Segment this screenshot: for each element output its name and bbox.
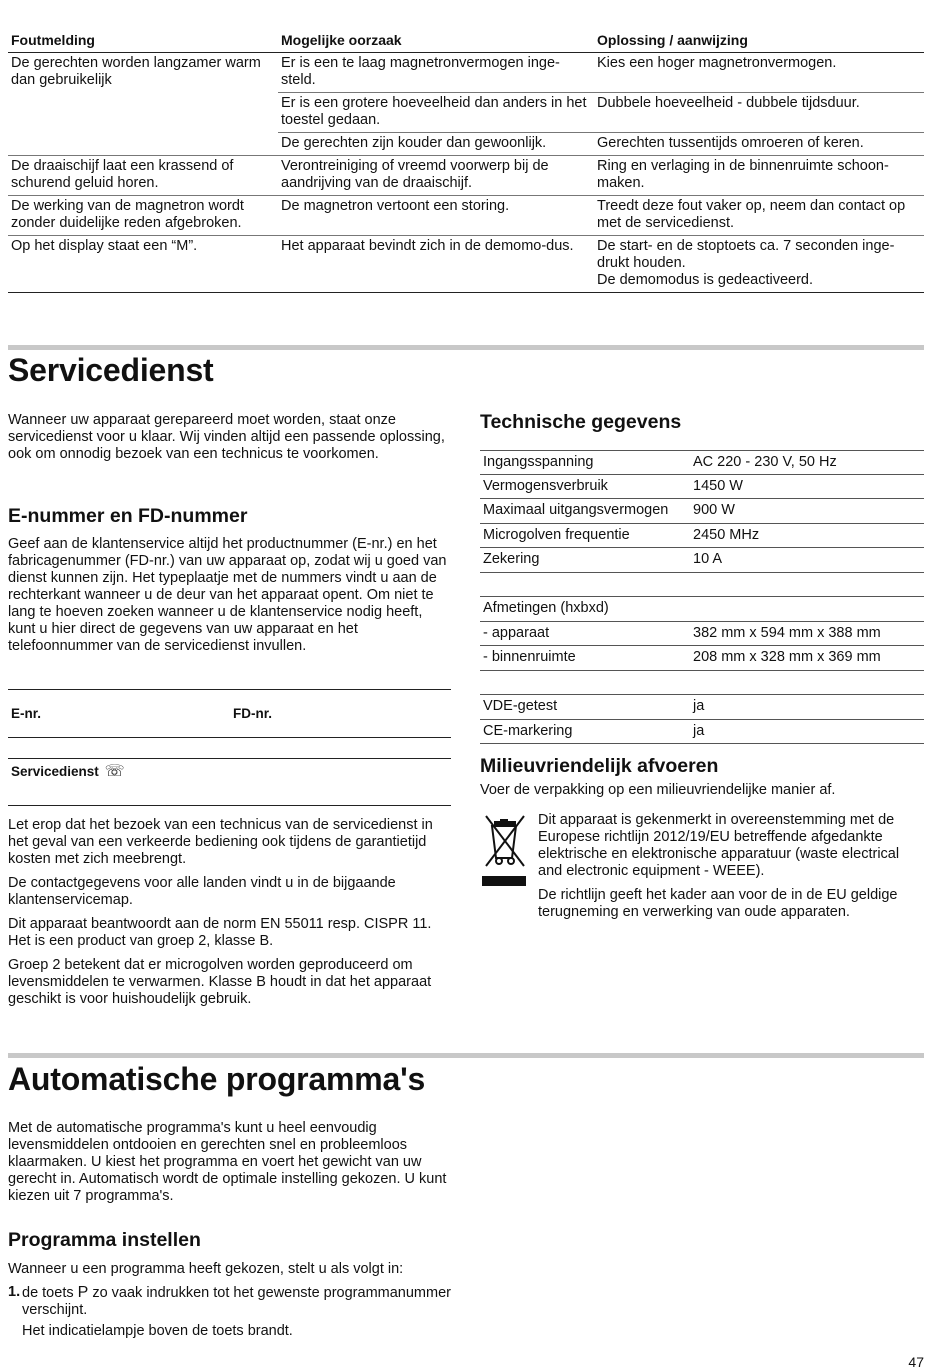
servicedienst-label [11, 763, 125, 780]
tech-key: Ingangsspanning [483, 453, 594, 470]
page-number: 47 [908, 1354, 924, 1370]
form-line [8, 758, 451, 759]
tech-value: 10 A [693, 551, 723, 568]
table-row [480, 548, 924, 573]
tech-key: CE-markering [483, 722, 573, 739]
section-title-automatische-programmas: Automatische programma's [8, 1061, 426, 1097]
servicedienst-p1: Let erop dat het bezoek van een technicus van de servicedienst in het geval van een verkeerde bediening ook tijdens de garantietijd kosten met zich meebrengt. [8, 817, 433, 867]
tech-value: 382 mm x 594 mm x 388 mm [693, 624, 881, 641]
table-spacer [480, 671, 924, 696]
table-cell [8, 133, 278, 156]
table-row [8, 53, 924, 93]
table-row [8, 93, 924, 133]
table-cell: De draaischijf laat een krassend of schurend geluid horen. [8, 156, 278, 196]
table-cell: Er is een grotere hoeveelheid dan anders in het toestel gedaan. [278, 93, 594, 133]
header-foutmelding: Foutmelding [8, 31, 278, 53]
table-cell: De gerechten worden langzamer warm dan gebruikelijk [11, 55, 261, 88]
table-cell-line: De start- en de stoptoets ca. 7 seconden inge-drukt houden. [597, 238, 895, 271]
table-row [8, 196, 924, 236]
tech-key: Microgolven frequentie [483, 526, 630, 543]
enummer-text: Geef aan de klantenservice altijd het productnummer (E-nr.) en het fabricagenummer (FD-nr.) van uw apparaat op, zodat wij u goed van dienst kunnen zijn. Het typeplaatje met de nummers vindt u aan de rechterkant wanneer u de deur van het apparaat opent. Om niet te lang te hoeven zoeken wanneer u de klantenservice nodig heeft, kunt u hier direct de gegevens van uw apparaat en het telefoonnummer van de servicedienst invullen. [8, 536, 447, 654]
step-text [22, 1284, 458, 1319]
troubleshooting-table [8, 31, 924, 293]
table-row [480, 524, 924, 549]
step-text-part: zo vaak indrukken tot het gewenste programmanummer verschijnt. [22, 1285, 451, 1318]
table-spacer [480, 573, 924, 598]
servicedienst-label-text: Servicedienst [11, 764, 99, 779]
step-list [8, 1284, 458, 1340]
tech-key: VDE-getest [483, 698, 558, 715]
tech-key: - apparaat [483, 624, 550, 641]
section-title-servicedienst: Servicedienst [8, 352, 214, 388]
table-cell: Er is een te laag magnetronvermogen inge-steld. [278, 53, 594, 93]
tech-value: ja [693, 698, 705, 715]
tech-key: Afmetingen (hxbxd) [483, 600, 609, 617]
header-oplossing: Oplossing / aanwijzing [594, 31, 924, 53]
tech-value: ja [693, 722, 705, 739]
table-cell-line: De demomodus is gedeactiveerd. [597, 272, 814, 288]
table-cell [8, 93, 278, 133]
table-cell: Gerechten tussentijds omroeren of keren. [594, 133, 924, 156]
table-cell: Dubbele hoeveelheid - dubbele tijdsduur. [594, 93, 924, 133]
weee-crossed-bin-icon [480, 812, 528, 888]
table-cell: Op het display staat een “M”. [8, 236, 278, 293]
servicedienst-intro: Wanneer uw apparaat gerepareerd moet worden, staat onze servicedienst voor u klaar. Wij vinden altijd een passende oplossing, ook om onnodig bezoek van een technicus te voorkomen. [8, 412, 445, 462]
tech-value: AC 220 - 230 V, 50 Hz [693, 453, 837, 470]
milieu-intro: Voer de verpakking op een milieuvriendelijke manier af. [480, 782, 836, 798]
enummer-heading: E-nummer en FD-nummer [8, 505, 248, 527]
form-line [8, 737, 451, 738]
table-row [8, 156, 924, 196]
milieu-p1: Dit apparaat is gekenmerkt in overeenstemming met de Europese richtlijn 2012/19/EU betreffende afgedankte elektrische en elektronische apparatuur (waste electrical and electronic equipment - WEEE). [538, 812, 900, 879]
table-row [480, 499, 924, 524]
programma-instellen-heading: Programma instellen [8, 1229, 201, 1251]
table-cell: De werking van de magnetron wordt zonder duidelijke reden afgebroken. [8, 196, 278, 236]
table-row [8, 133, 924, 156]
tech-key: Maximaal uitgangsvermogen [483, 502, 669, 519]
table-row [480, 475, 924, 500]
table-cell: De magnetron vertoont een storing. [278, 196, 594, 236]
milieu-p2: De richtlijn geeft het kader aan voor de in de EU geldige terugneming en verwerking van oude apparaten. [538, 887, 898, 920]
step-number: 1. [8, 1284, 21, 1300]
tech-value: 208 mm x 328 mm x 369 mm [693, 649, 881, 666]
step-note: Het indicatielampje boven de toets brandt. [22, 1323, 293, 1339]
table-cell: Verontreiniging of vreemd voorwerp bij de aandrijving van de draaischijf. [278, 156, 594, 196]
tech-key: Zekering [483, 551, 540, 568]
table-row [480, 450, 924, 475]
step-text-part: de toets [22, 1285, 78, 1301]
table-row [480, 720, 924, 745]
table-cell: Kies een hoger magnetronvermogen. [594, 53, 924, 93]
table-cell: Ring en verlaging in de binnenruimte schoon-maken. [594, 156, 924, 196]
section-divider [8, 1053, 924, 1058]
tech-value: 900 W [693, 502, 735, 519]
table-cell [594, 236, 924, 293]
tech-value: 1450 W [693, 477, 743, 494]
enr-label: E-nr. [11, 706, 42, 721]
tech-heading: Technische gegevens [480, 411, 682, 433]
table-cell: De gerechten zijn kouder dan gewoonlijk. [278, 133, 594, 156]
milieu-heading: Milieuvriendelijk afvoeren [480, 755, 719, 777]
tech-table [480, 450, 924, 744]
table-cell: Treedt deze fout vaker op, neem dan contact op met de servicedienst. [594, 196, 924, 236]
fdnr-label: FD-nr. [233, 706, 272, 721]
phone-icon: ☏ [104, 763, 125, 780]
section-divider [8, 345, 924, 350]
table-row [480, 622, 924, 647]
p-key-symbol: P [77, 1284, 89, 1301]
servicedienst-p3: Dit apparaat beantwoordt aan de norm EN 55011 resp. CISPR 11. Het is een product van groep 2, klasse B. [8, 916, 432, 949]
form-line [8, 689, 451, 690]
table-cell: Het apparaat bevindt zich in de demomo-dus. [278, 236, 594, 293]
form-line [8, 805, 451, 806]
table-row [8, 236, 924, 293]
table-row [480, 695, 924, 720]
programma-instellen-intro: Wanneer u een programma heeft gekozen, stelt u als volgt in: [8, 1261, 404, 1277]
table-row [480, 646, 924, 671]
table-row [480, 597, 924, 622]
auto-intro: Met de automatische programma's kunt u heel eenvoudig levensmiddelen ontdooien en gerechten snel en probleemloos klaarmaken. U kiest het programma en voert het gewicht van uw gerecht in. Automatisch wordt de optimale instelling gekozen. U kunt kiezen uit 7 programma's. [8, 1120, 447, 1204]
servicedienst-p4: Groep 2 betekent dat er microgolven worden geproduceerd om levensmiddelen te verwarmen. Klasse B houdt in dat het apparaat geschikt is voor huishoudelijk gebruik. [8, 957, 432, 1007]
tech-key: Vermogensverbruik [483, 477, 608, 494]
tech-value: 2450 MHz [693, 526, 760, 543]
tech-key: - binnenruimte [483, 649, 576, 666]
servicedienst-p2: De contactgegevens voor alle landen vindt u in de bijgaande klantenservicemap. [8, 875, 396, 908]
header-oorzaak: Mogelijke oorzaak [278, 31, 594, 53]
